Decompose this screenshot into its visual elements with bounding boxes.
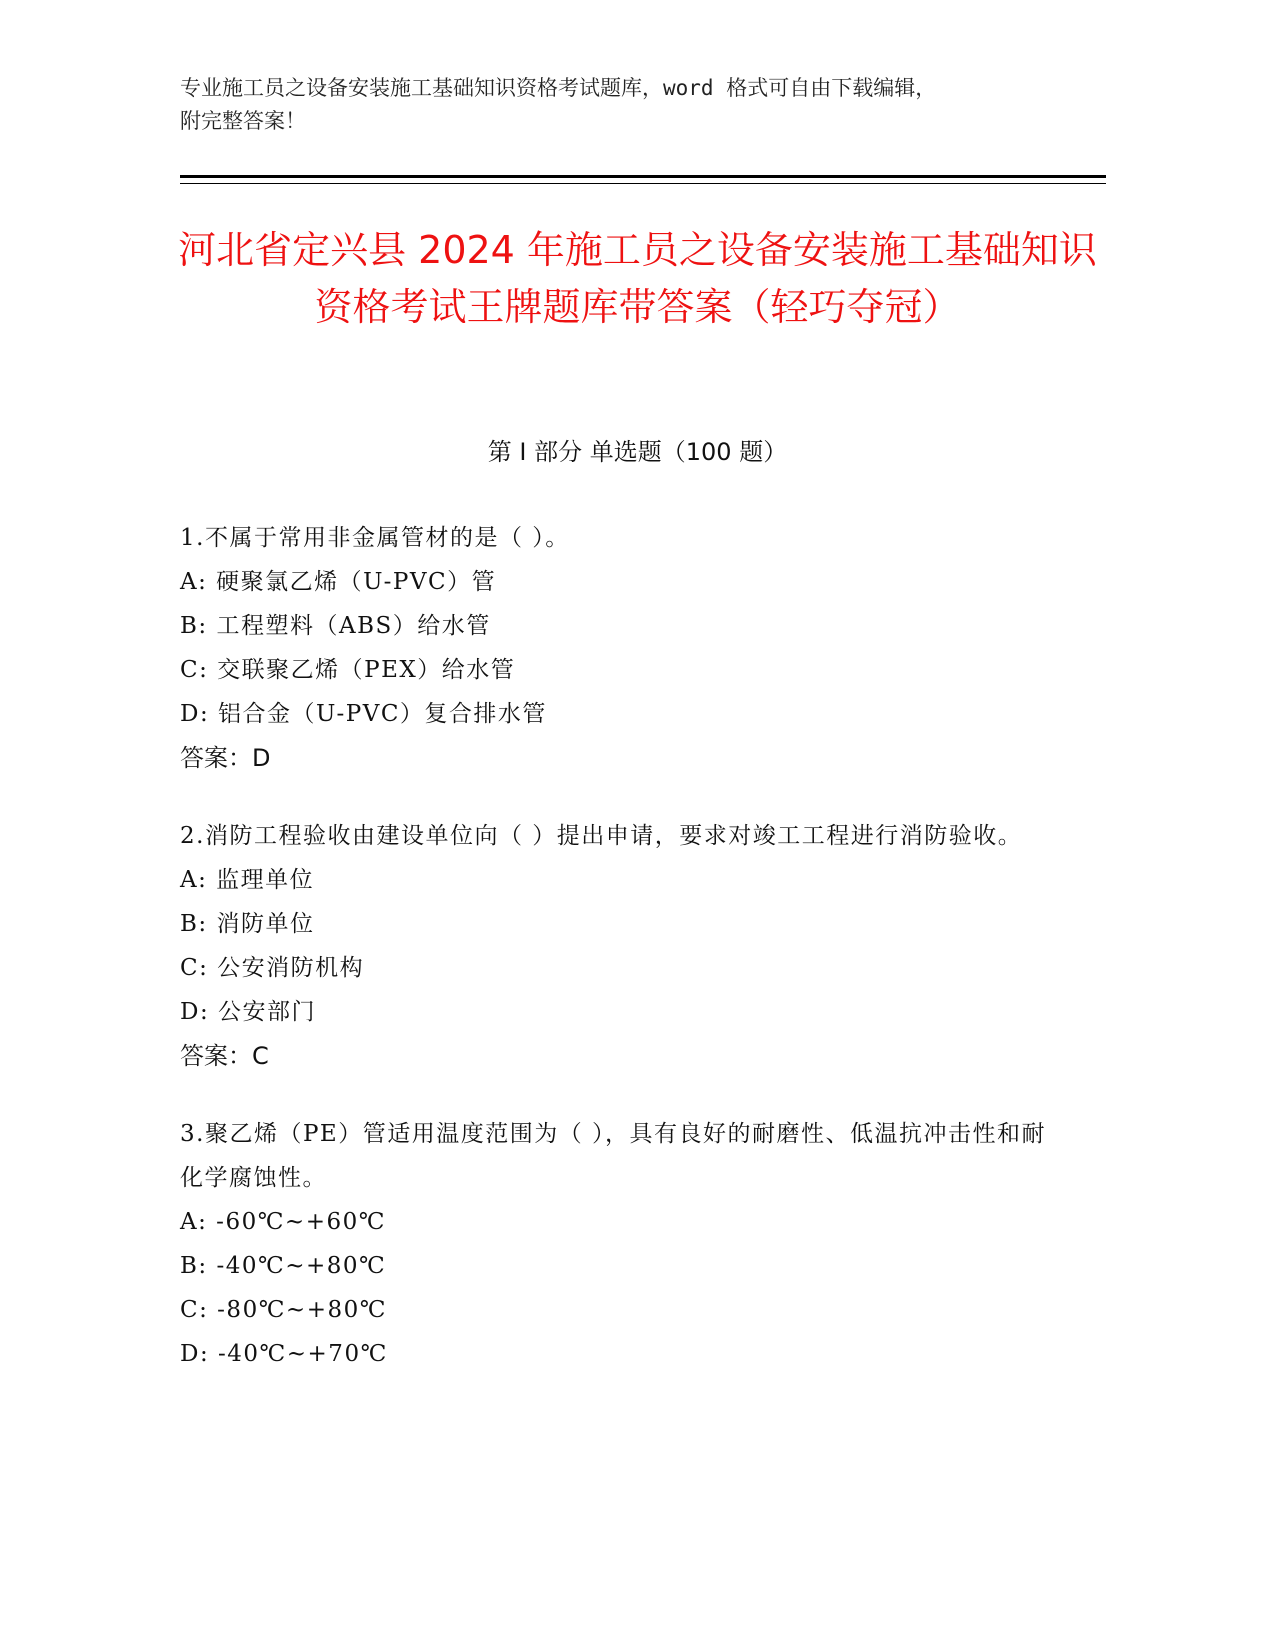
option-d: D: 公安部门 [180, 999, 317, 1025]
question-3 [180, 1112, 1060, 1376]
header-note-line-1: 专业施工员之设备安装施工基础知识资格考试题库，word 格式可自由下载编辑， [180, 76, 937, 100]
header-divider-thin [180, 183, 1106, 184]
section-heading: 第 I 部分 单选题（100 题） [487, 438, 788, 466]
option-c: C: 公安消防机构 [180, 955, 365, 981]
question-2 [180, 814, 1060, 1078]
option-b: B: 工程塑料（ABS）给水管 [180, 613, 491, 639]
option-a: A: 硬聚氯乙烯（U-PVC）管 [180, 569, 497, 595]
option-b: B: -40℃~+80℃ [180, 1253, 387, 1279]
option-d: D: -40℃~+70℃ [180, 1341, 388, 1367]
header-note-line-2: 附完整答案！ [180, 109, 306, 133]
option-c: C: 交联聚乙烯（PEX）给水管 [180, 657, 516, 683]
question-list [180, 516, 1060, 1410]
header-divider-thick [180, 175, 1106, 178]
question-stem: 1.不属于常用非金属管材的是（ ）。 [180, 525, 570, 551]
option-a: A: 监理单位 [180, 867, 315, 893]
answer: 答案：C [180, 1042, 269, 1070]
question-1 [180, 516, 1060, 780]
document-title: 河北省定兴县 2024 年施工员之设备安装施工基础知识资格考试王牌题库带答案（轻巧夺冠） [178, 228, 1097, 329]
option-a: A: -60℃~+60℃ [180, 1209, 386, 1235]
option-b: B: 消防单位 [180, 911, 315, 937]
option-d: D: 铝合金（U-PVC）复合排水管 [180, 701, 547, 727]
question-stem: 2.消防工程验收由建设单位向（ ）提出申请，要求对竣工工程进行消防验收。 [180, 823, 1023, 849]
header-note [180, 72, 1060, 138]
question-stem: 3.聚乙烯（PE）管适用温度范围为（ ），具有良好的耐磨性、低温抗冲击性和耐化学腐蚀性。 [180, 1121, 1047, 1191]
option-c: C: -80℃~+80℃ [180, 1297, 387, 1323]
answer: 答案：D [180, 744, 271, 772]
